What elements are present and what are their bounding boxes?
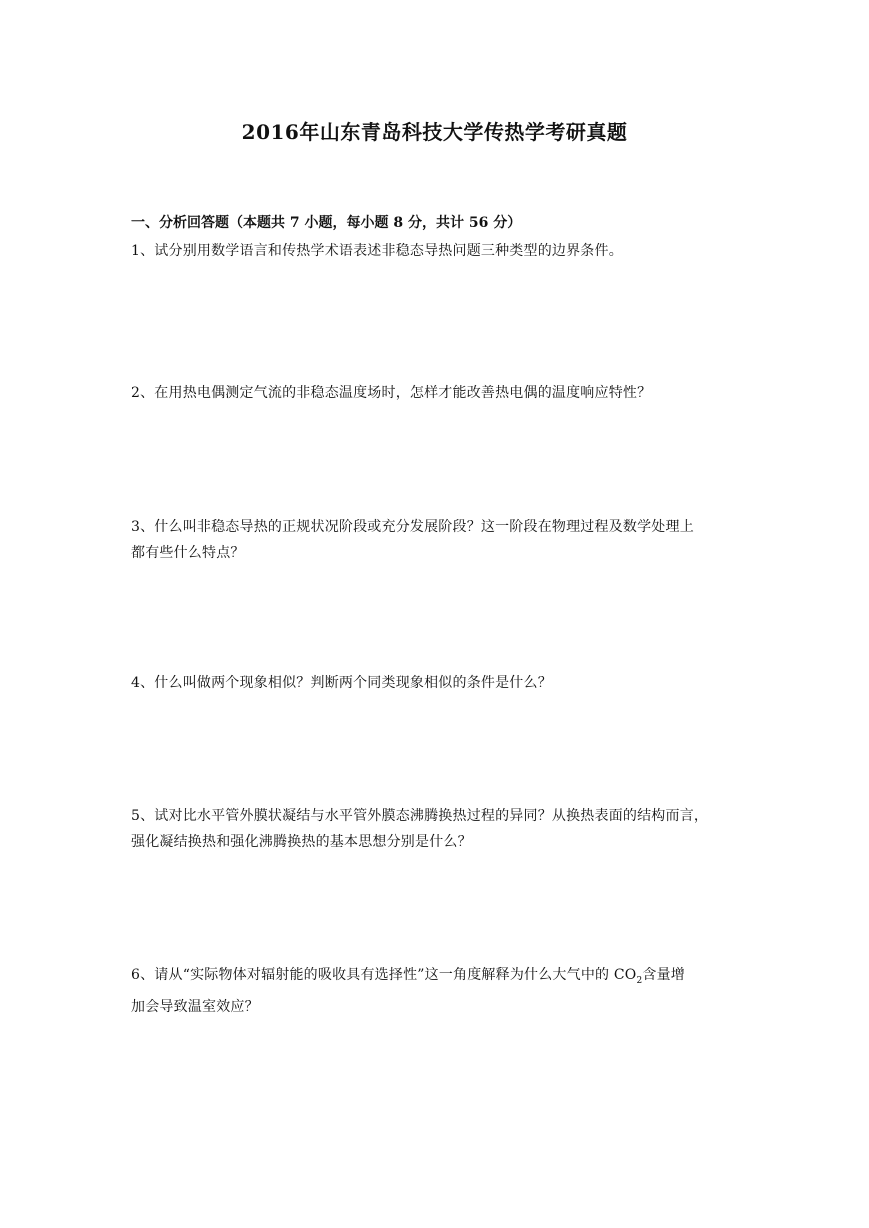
question-line: 加会导致温室效应？ [131, 998, 259, 1015]
question-line: 都有些什么特点？ [131, 545, 245, 561]
question-text: 6、请从“实际物体对辐射能的吸收具有选择性”这一角度解释为什么大气中的 CO [131, 967, 637, 983]
question-5 [131, 803, 741, 855]
question-line: 强化凝结换热和强化沸腾换热的基本思想分别是什么？ [131, 834, 472, 850]
question-2 [131, 380, 741, 406]
question-line: 1、试分别用数学语言和传热学术语表述非稳态导热问题三种类型的边界条件。 [131, 243, 623, 259]
question-3 [131, 514, 741, 566]
section-heading: 一、分析回答题（本题共 7 小题，每小题 8 分，共计 56 分） [131, 215, 522, 231]
question-1 [131, 238, 741, 264]
question-line [131, 962, 741, 994]
question-line: 2、在用热电偶测定气流的非稳态温度场时，怎样才能改善热电偶的温度响应特性？ [131, 385, 652, 401]
question-text: 含量增 [642, 967, 686, 983]
document-title: 2016年山东青岛科技大学传热学考研真题 [241, 120, 628, 144]
question-line: 4、什么叫做两个现象相似？判断两个同类现象相似的条件是什么？ [131, 675, 552, 691]
question-4 [131, 670, 741, 696]
question-line: 3、什么叫非稳态导热的正规状况阶段或充分发展阶段？这一阶段在物理过程及数学处理上 [131, 519, 694, 535]
question-line: 5、试对比水平管外膜状凝结与水平管外膜态沸腾换热过程的异同？从换热表面的结构而言， [131, 808, 709, 824]
subscript: 2 [636, 975, 643, 986]
question-6 [131, 962, 741, 1020]
